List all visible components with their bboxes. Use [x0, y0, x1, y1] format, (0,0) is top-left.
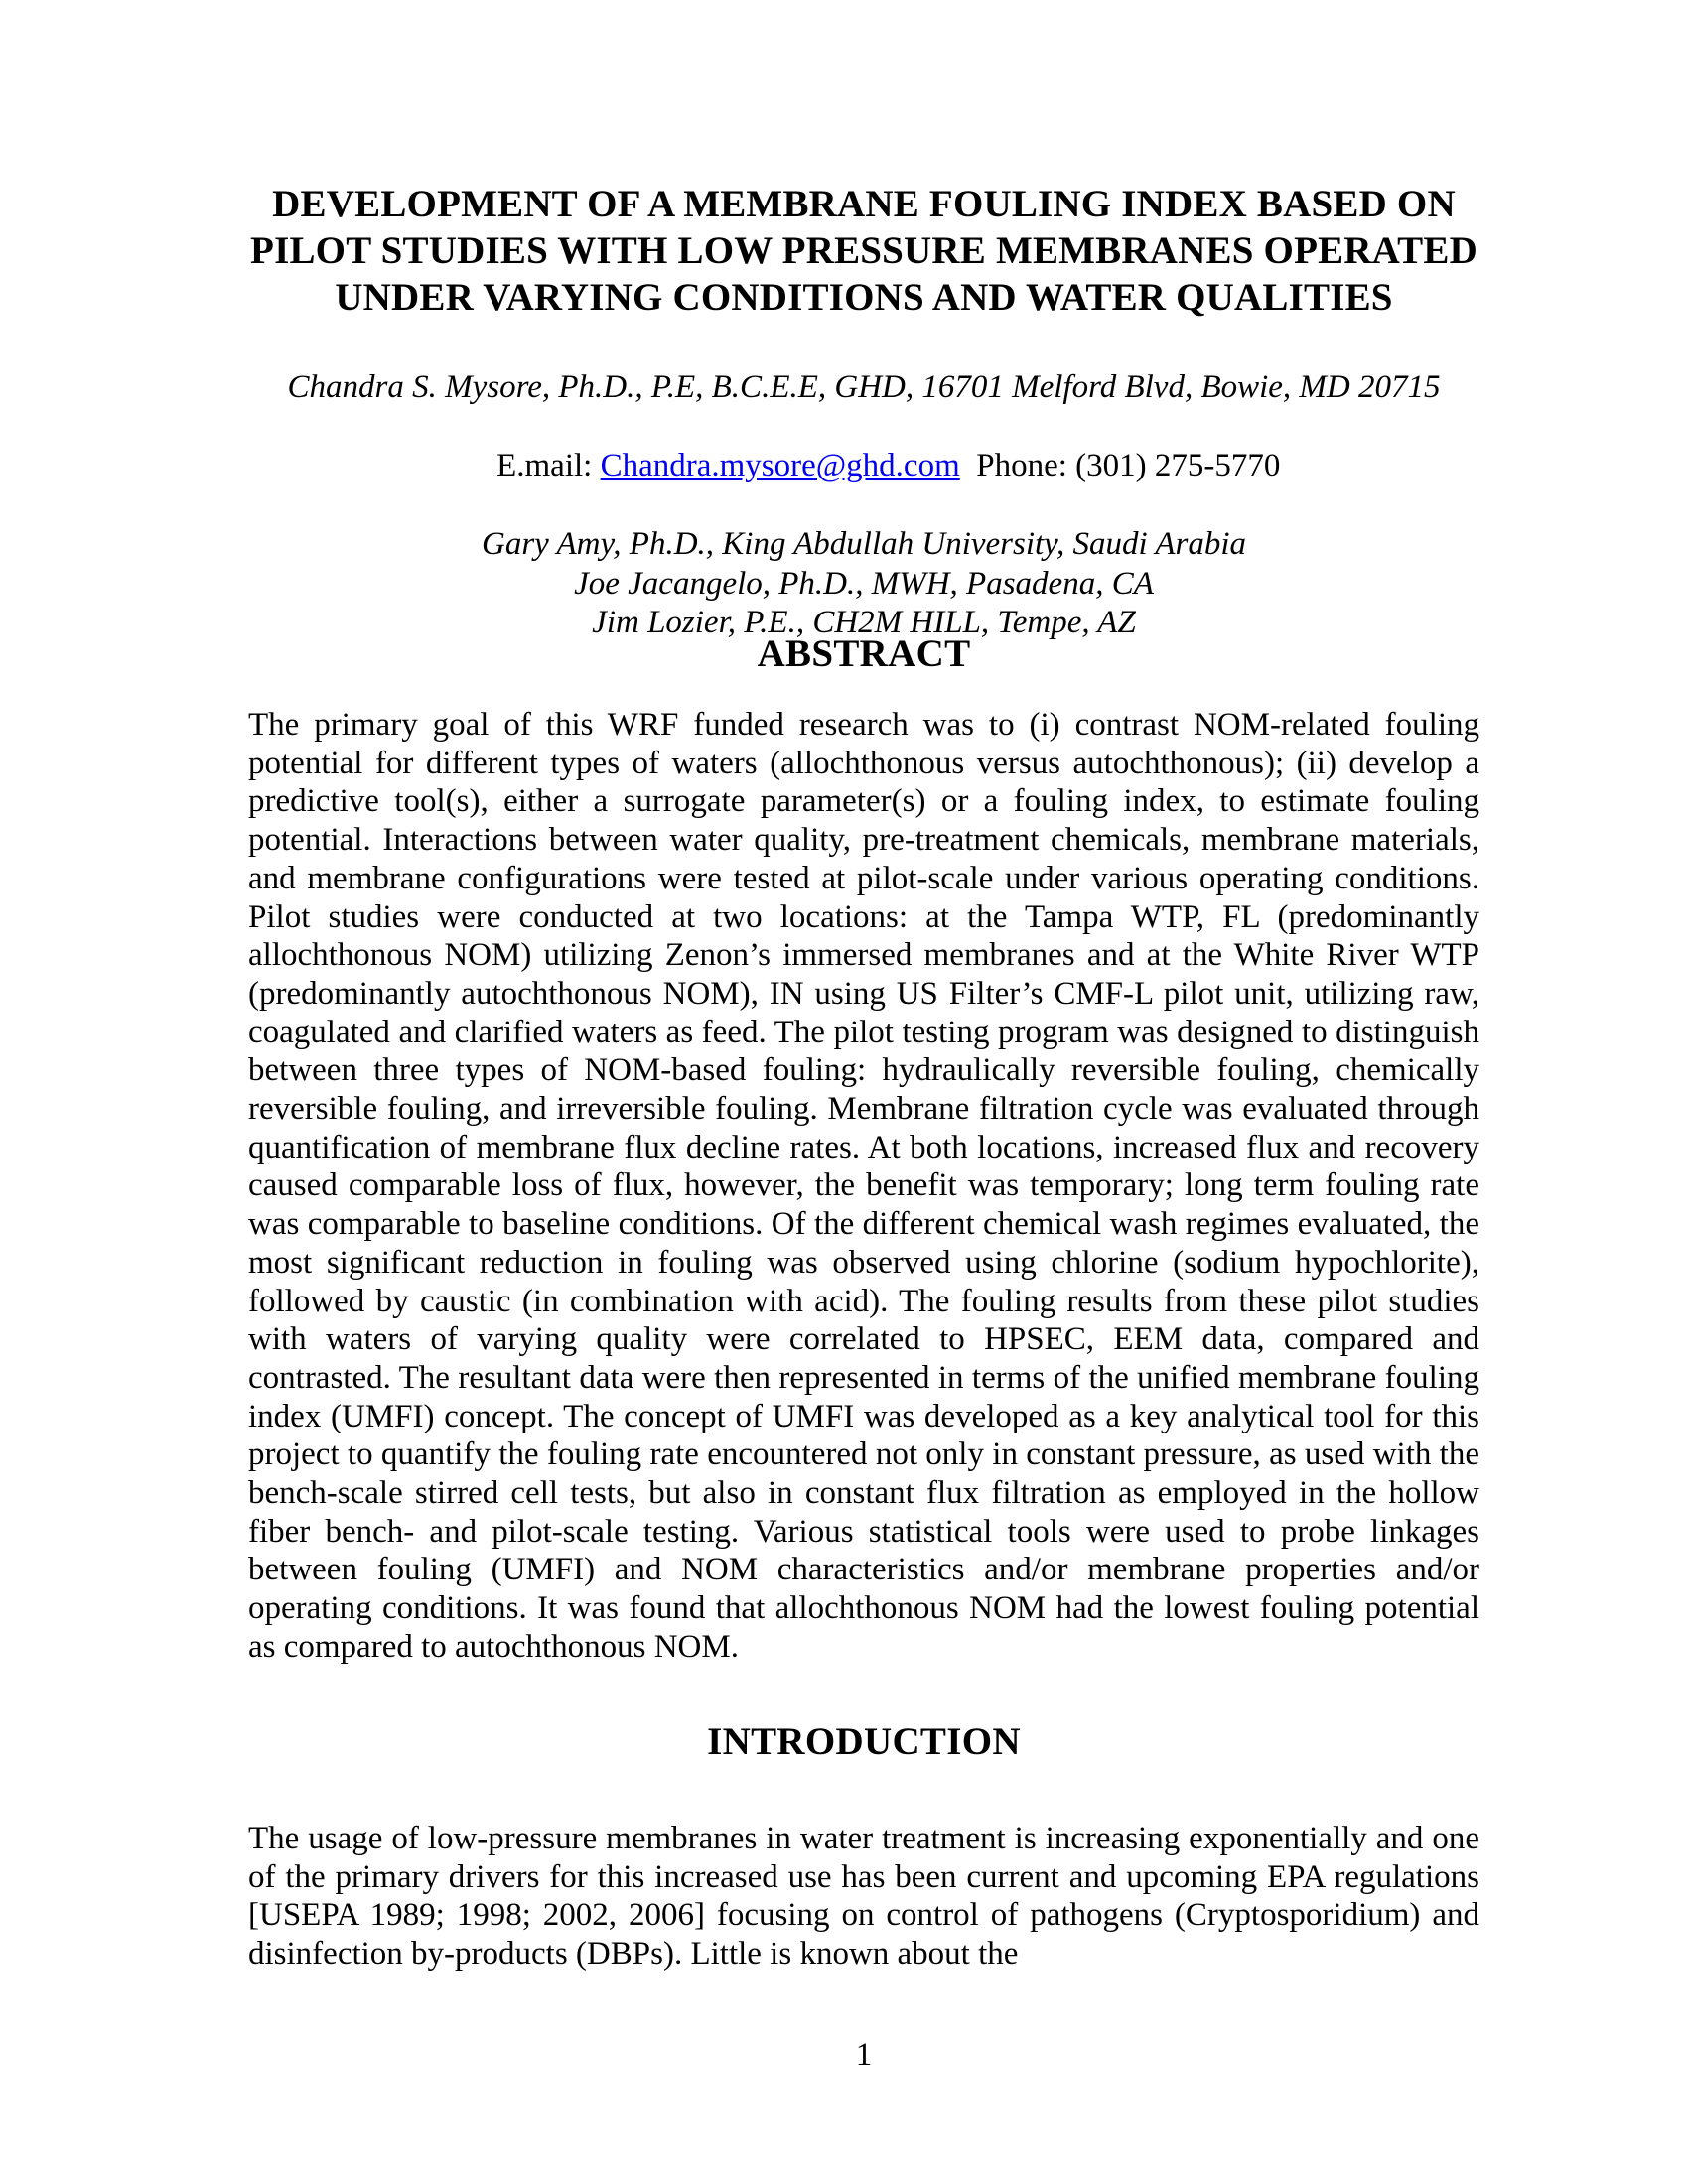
page-number: 1	[855, 2037, 873, 2073]
author-block	[248, 368, 1479, 643]
author-affiliation-line: Chandra S. Mysore, Ph.D., P.E, B.C.E.E, GHD, 16701 Melford Blvd, Bowie, MD 20715	[287, 369, 1441, 405]
paper-title-line-3: UNDER VARYING CONDITIONS AND WATER QUALITIES	[335, 276, 1393, 319]
introduction-heading: INTRODUCTION	[707, 1720, 1021, 1763]
author-line-2: Gary Amy, Ph.D., King Abdullah University, Saudi Arabia	[482, 526, 1246, 562]
author-line-4: Jim Lozier, P.E., CH2M HILL, Tempe, AZ	[592, 605, 1136, 640]
phone-text: Phone: (301) 275-5770	[959, 448, 1281, 483]
contact-line	[248, 408, 1479, 526]
paper-title-line-1: DEVELOPMENT OF A MEMBRANE FOULING INDEX BASED ON	[272, 183, 1456, 225]
paper-title-line-2: PILOT STUDIES WITH LOW PRESSURE MEMBRANES OPERATED	[250, 229, 1477, 272]
abstract-paragraph: The primary goal of this WRF funded research was to (i) contrast NOM-related fouling potential for different types of waters (allochthonous versus autochthonous); (ii) develop a predictive tool(s), either a surrogate parameter(s) or a fouling index, to estimate fouling potential. Interactions between water quality, pre-treatment chemicals, membrane materials, and membrane configurations were tested at pilot-scale under various operating conditions. Pilot studies were conducted at two locations: at the Tampa WTP, FL (predominantly allochthonous NOM) utilizing Zenon’s immersed membranes and at the White River WTP (predominantly autochthonous NOM), IN using US Filter’s CMF-L pilot unit, utilizing raw, coagulated and clarified waters as feed. The pilot testing program was designed to distinguish between three types of NOM-based fouling: hydraulically reversible fouling, chemically reversible fouling, and irreversible fouling. Membrane filtration cycle was evaluated through quantification of membrane flux decline rates. At both locations, increased flux and recovery caused comparable loss of flux, however, the benefit was temporary; long term fouling rate was comparable to baseline conditions. Of the different chemical wash regimes evaluated, the most significant reduction in fouling was observed using chlorine (sodium hypochlorite), followed by caustic (in combination with acid). The fouling results from these pilot studies with waters of varying quality were correlated to HPSEC, EEM data, compared and contrasted. The resultant data were then represented in terms of the unified membrane fouling index (UMFI) concept. The concept of UMFI was developed as a key analytical tool for this project to quantify the fouling rate encountered not only in constant pressure, as used with the bench-scale stirred cell tests, but also in constant flux filtration as employed in the hollow fiber bench- and pilot-scale testing. Various statistical tools were used to probe linkages between fouling (UMFI) and NOM characteristics and/or membrane properties and/or operating conditions. It was found that allochthonous NOM had the lowest fouling potential as compared to autochthonous NOM.	[248, 707, 1479, 1665]
introduction-paragraph: The usage of low-pressure membranes in water treatment is increasing exponentially and one of the primary drivers for this increased use has been current and upcoming EPA regulations [USEPA 1989; 1998; 2002, 2006] focusing on control of pathogens (Cryptosporidium) and disinfection by-products (DBPs). Little is known about the	[248, 1821, 1479, 1973]
email-link[interactable]: Chandra.mysore@ghd.com	[600, 448, 960, 483]
abstract-heading: ABSTRACT	[757, 632, 971, 675]
paper-title	[248, 181, 1479, 321]
email-label: E.mail:	[496, 448, 601, 483]
author-line-3: Joe Jacangelo, Ph.D., MWH, Pasadena, CA	[574, 565, 1154, 602]
